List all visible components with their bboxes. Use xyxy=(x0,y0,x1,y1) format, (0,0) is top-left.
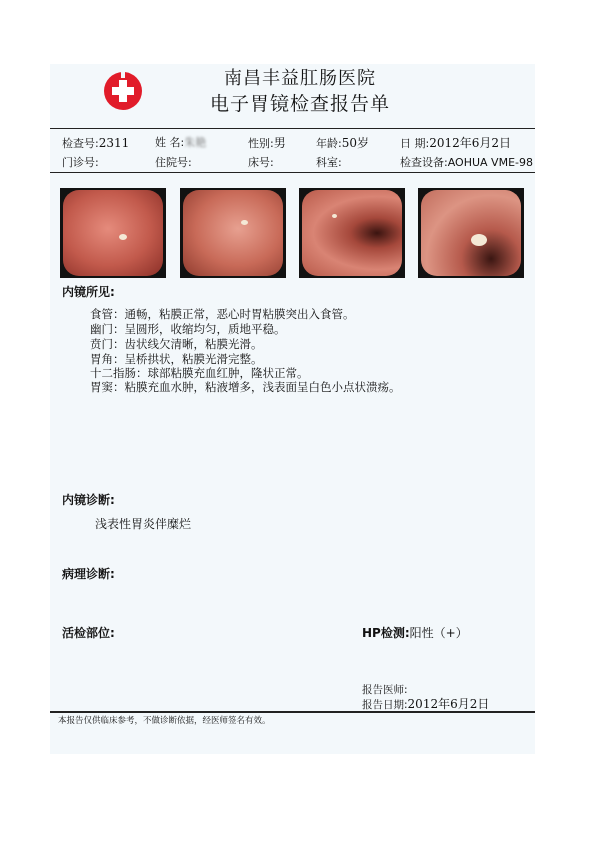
diagnosis-label: 内镜诊断: xyxy=(62,493,115,507)
finding-pylorus: 幽门：呈圆形，收缩均匀，质地平稳。 xyxy=(90,322,286,336)
outpatient-no-field: 门诊号: xyxy=(62,156,99,169)
footer-rule xyxy=(50,711,535,713)
finding-cardia: 贲门：齿状线欠清晰，粘膜光滑。 xyxy=(90,337,263,351)
hospital-name: 南昌丰益肛肠医院 xyxy=(224,68,376,89)
findings-label: 内镜所见: xyxy=(62,285,115,299)
endoscopy-image-3 xyxy=(299,188,405,278)
report-title: 电子胃镜检查报告单 xyxy=(209,93,390,115)
endoscopy-image-4 xyxy=(418,188,524,278)
diagnosis-text: 浅表性胃炎伴糜烂 xyxy=(95,517,192,531)
pathology-label: 病理诊断: xyxy=(62,567,115,581)
name-field: 姓 名:朱艳 xyxy=(155,136,207,149)
finding-gastric-angle: 胃角：呈桥拱状，粘膜光滑完整。 xyxy=(90,352,263,366)
finding-antrum: 胃窦：粘膜充血水肿，粘液增多，浅表面呈白色小点状溃疡。 xyxy=(90,380,401,394)
endoscopy-image-1 xyxy=(60,188,166,278)
inpatient-no-field: 住院号: xyxy=(155,156,192,169)
date-field: 日 期:2012年6月2日 xyxy=(400,136,512,150)
age-field: 年龄:50岁 xyxy=(316,136,369,150)
report-date-field: 报告日期:2012年6月2日 xyxy=(362,697,490,711)
footer-note: 本报告仅供临床参考，不做诊断依据，经医师签名有效。 xyxy=(58,716,271,726)
header-rule-top xyxy=(50,128,535,129)
hp-test-field: HP检测:阳性（+） xyxy=(362,626,468,640)
device-field: 检查设备:AOHUA VME-98 xyxy=(400,156,533,169)
gender-field: 性别:男 xyxy=(248,136,286,150)
biopsy-label: 活检部位: xyxy=(62,626,115,640)
finding-duodenum: 十二指肠：球部粘膜充血红肿，隆状正常。 xyxy=(90,366,309,380)
exam-no-field: 检查号:2311 xyxy=(62,136,130,150)
header-rule-bottom xyxy=(50,172,535,173)
bed-no-field: 床号: xyxy=(248,156,274,169)
endoscopy-image-2 xyxy=(180,188,286,278)
finding-esophagus: 食管：通畅，粘膜正常，恶心时胃粘膜突出入食管。 xyxy=(90,307,355,321)
department-field: 科室: xyxy=(316,156,342,169)
doctor-field: 报告医师: xyxy=(362,684,408,696)
red-cross-icon xyxy=(104,72,142,110)
